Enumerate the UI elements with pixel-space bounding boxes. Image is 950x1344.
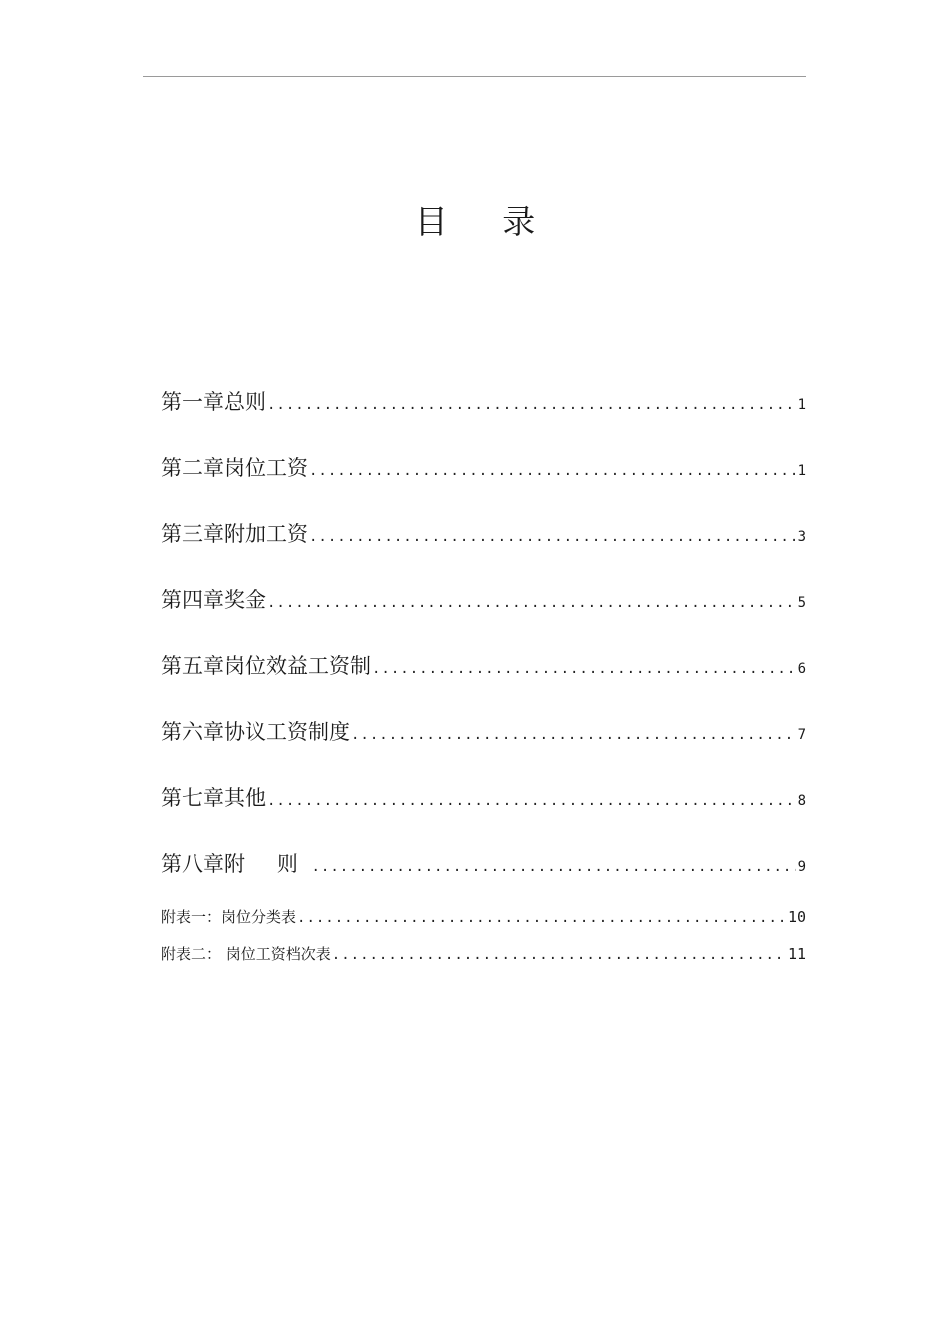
chapter-title: 协议工资制度 xyxy=(224,720,350,744)
chapter-number: 第七章 xyxy=(161,786,224,810)
chapter-number: 第三章 xyxy=(161,522,224,546)
page-number: 3 xyxy=(797,529,806,545)
dot-leader xyxy=(309,529,796,545)
toc-entry-chapter-3[interactable] xyxy=(161,518,806,550)
page-number: 9 xyxy=(797,859,806,875)
toc-entry-chapter-7[interactable] xyxy=(161,782,806,814)
chapter-title: 其他 xyxy=(224,786,266,810)
toc-entry-appendix-1[interactable] xyxy=(161,906,806,930)
page-number: 5 xyxy=(797,595,806,611)
page-title: 目 录 xyxy=(414,202,558,241)
appendix-title: 附表二： 岗位工资档次表 xyxy=(161,945,331,963)
dot-leader xyxy=(267,793,796,809)
chapter-number: 第一章 xyxy=(161,390,224,414)
toc-entry-chapter-4[interactable] xyxy=(161,584,806,616)
dot-leader xyxy=(297,910,786,926)
page-number: 10 xyxy=(787,908,806,926)
chapter-title: 岗位工资 xyxy=(224,456,308,480)
dot-leader xyxy=(311,859,795,875)
toc-entry-appendix-2[interactable] xyxy=(161,943,806,967)
dot-leader xyxy=(332,947,786,963)
chapter-title: 奖金 xyxy=(224,588,266,612)
toc-entry-chapter-6[interactable] xyxy=(161,716,806,748)
page-number: 6 xyxy=(797,661,806,677)
toc-entry-chapter-8[interactable] xyxy=(161,848,806,880)
dot-leader xyxy=(267,397,796,413)
chapter-number: 第六章 xyxy=(161,720,224,744)
chapter-title: 总则 xyxy=(224,390,266,414)
toc-entry-chapter-5[interactable] xyxy=(161,650,806,682)
chapter-title: 附 则 xyxy=(224,852,311,876)
dot-leader xyxy=(267,595,796,611)
appendix-title: 附表一：岗位分类表 xyxy=(161,908,297,926)
dot-leader xyxy=(309,463,796,479)
chapter-title: 岗位效益工资制 xyxy=(224,654,371,678)
dot-leader xyxy=(351,727,796,743)
toc-entry-chapter-2[interactable] xyxy=(161,452,806,484)
header-rule xyxy=(143,76,806,77)
chapter-number: 第八章 xyxy=(161,852,224,876)
chapter-number: 第二章 xyxy=(161,456,224,480)
page-number: 1 xyxy=(797,463,806,479)
chapter-title: 附加工资 xyxy=(224,522,308,546)
chapter-number: 第四章 xyxy=(161,588,224,612)
page-number: 11 xyxy=(787,945,806,963)
chapter-number: 第五章 xyxy=(161,654,224,678)
page-number: 8 xyxy=(797,793,806,809)
dot-leader xyxy=(372,661,796,677)
page-number: 1 xyxy=(797,397,806,413)
page-number: 7 xyxy=(797,727,806,743)
toc-entry-chapter-1[interactable] xyxy=(161,386,806,418)
